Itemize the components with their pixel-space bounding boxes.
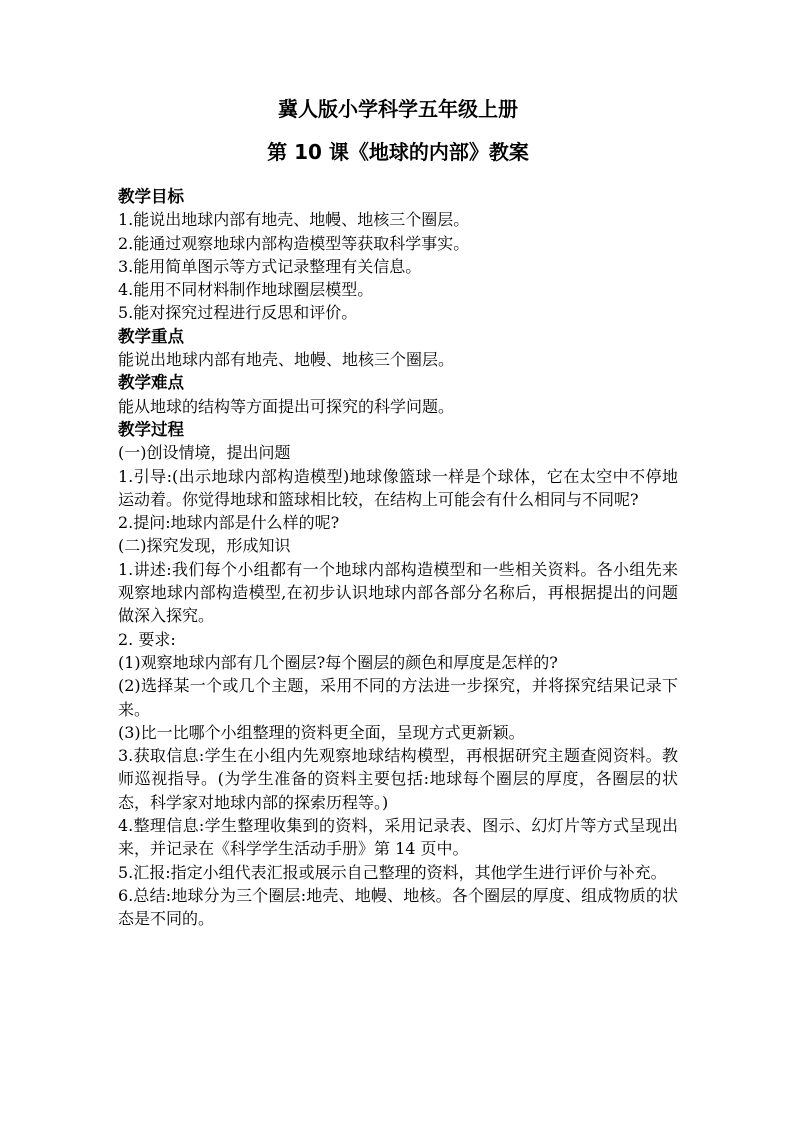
process-paragraph: (1)观察地球内部有几个圈层?每个圈层的颜色和厚度是怎样的? [118, 652, 558, 672]
process-paragraph: (一)创设情境，提出问题 [118, 443, 291, 463]
process-paragraph: (3)比一比哪个小组整理的资料更全面，呈现方式更新颖。 [118, 722, 525, 742]
process-paragraph: 2. 要求: [118, 629, 176, 649]
difficulties-section [118, 371, 678, 418]
process-paragraph: 3.获取信息:学生在小组内先观察地球结构模型，再根据研究主题查阅资料。教师巡视指导。(为学生准备的资料主要包括:地球每个圈层的厚度，各圈层的状态，科学家对地球内部的探索历程等。) [118, 746, 678, 812]
process-paragraph: 4.整理信息:学生整理收集到的资料，采用记录表、图示、幻灯片等方式呈现出来，并记录在《科学学生活动手册》第 14 页中。 [118, 816, 678, 859]
document-page [118, 96, 678, 931]
objective-item: 5.能对探究过程进行反思和评价。 [118, 303, 358, 323]
objectives-heading: 教学目标 [118, 187, 184, 206]
objective-item: 1.能说出地球内部有地壳、地幔、地核三个圈层。 [118, 210, 470, 230]
process-paragraph: 6.总结:地球分为三个圈层:地壳、地幔、地核。各个圈层的厚度、组成物质的状态是不同的。 [118, 885, 678, 929]
difficulties-heading: 教学难点 [118, 373, 184, 393]
process-paragraph: 2.提问:地球内部是什么样的呢? [118, 513, 340, 533]
process-paragraph: 1.引导:(出示地球内部构造模型)地球像篮球一样是个球体，它在太空中不停地运动着。你觉得地球和篮球相比较，在结构上可能会有什么相同与不同呢? [118, 466, 678, 509]
process-heading: 教学过程 [118, 419, 184, 439]
process-paragraph: 1.讲述:我们每个小组都有一个地球内部构造模型和一些相关资料。各小组先来观察地球内部构造模型,在初步认识地球内部各部分名称后，再根据提出的问题做深入探究。 [118, 559, 678, 626]
process-paragraph: 5.汇报:指定小组代表汇报或展示自己整理的资料，其他学生进行评价与补充。 [118, 862, 667, 882]
key-points-heading: 教学重点 [118, 326, 184, 346]
key-points-text: 能说出地球内部有地壳、地幔、地核三个圈层。 [118, 350, 455, 370]
document-title: 冀人版小学科学五年级上册 [278, 97, 518, 121]
objective-item: 4.能用不同材料制作地球圈层模型。 [118, 280, 374, 300]
lesson-title: 第 10 课《地球的内部》教案 [267, 140, 529, 164]
process-section [118, 418, 678, 931]
key-points-section [118, 325, 678, 372]
objectives-section [118, 185, 678, 325]
objective-item: 3.能用简单图示等方式记录整理有关信息。 [118, 256, 422, 276]
process-paragraph: (二)探究发现，形成知识 [118, 536, 291, 556]
objective-item: 2.能通过观察地球内部构造模型等获取科学事实。 [118, 233, 470, 253]
difficulties-text: 能从地球的结构等方面提出可探究的科学问题。 [118, 396, 455, 416]
process-paragraph: (2)选择某一个或几个主题，采用不同的方法进一步探究，并将探究结果记录下来。 [118, 676, 678, 719]
